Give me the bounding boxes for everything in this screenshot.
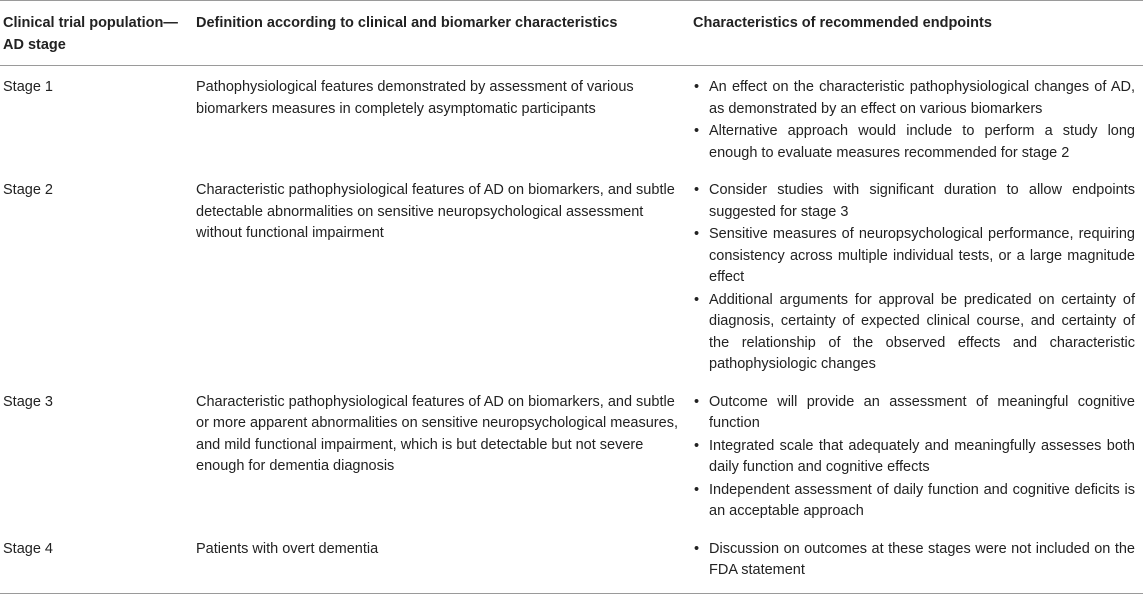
table-body [0,66,1143,594]
definition-cell: Patients with overt dementia [193,528,690,594]
endpoint-list [693,539,1135,582]
endpoint-text: Independent assessment of daily function and cognitive deficits is an acceptable approach [709,481,1135,519]
endpoint-text: Integrated scale that adequately and meaningfully assesses both daily function and cognitive effects [709,437,1135,475]
table-header [0,1,1143,66]
table-row [0,381,1143,528]
endpoints-cell [690,528,1143,594]
bullet-icon: • [694,540,700,557]
endpoint-item [693,180,1135,223]
bullet-icon: • [694,226,700,242]
bullet-icon: • [694,481,700,498]
endpoint-list [693,77,1135,164]
endpoint-item [693,290,1135,376]
bullet-icon: • [694,437,700,454]
stage-cell: Stage 4 [0,528,193,594]
stage-cell: Stage 1 [3,79,53,95]
bullet-icon: • [694,79,700,95]
endpoint-list [693,392,1135,523]
bullet-icon: • [694,123,700,139]
bullet-icon: • [694,182,700,198]
bullet-icon: • [694,291,700,308]
stage-cell: Stage 2 [3,182,53,198]
header-row [0,1,1143,66]
definition-cell: Pathophysiological features demonstrated by assessment of various biomarkers measures in completely asymptomatic participants [196,79,634,117]
endpoint-item [693,77,1135,120]
table-row [0,169,1143,381]
header-definition: Definition according to clinical and biomarker characteristics [193,1,690,66]
endpoint-text: Discussion on outcomes at these stages were not included on the FDA statement [709,540,1135,578]
endpoint-text: An effect on the characteristic pathophysiological changes of AD, as demonstrated by an effect on various biomarkers [709,79,1135,117]
endpoint-item [693,436,1135,479]
table-row [0,528,1143,594]
table-row [0,66,1143,170]
endpoint-text: Additional arguments for approval be predicated on certainty of diagnosis, certainty of expected clinical course, and certainty of the relationship of the observed effects and characteristic pathophysiologic changes [709,291,1135,372]
header-population: Clinical trial population—AD stage [0,1,193,66]
definition-cell: Characteristic pathophysiological features of AD on biomarkers, and subtle detectable abnormalities on sensitive neuropsychological assessment without functional impairment [196,182,675,241]
definition-cell: Characteristic pathophysiological features of AD on biomarkers, and subtle or more apparent abnormalities on sensitive neuropsychological measures, and mild functional impairment, which is but detectable but not severe enough for dementia diagnosis [196,393,678,474]
endpoints-cell [690,169,1143,381]
endpoint-text: Outcome will provide an assessment of meaningful cognitive function [709,393,1135,431]
endpoints-cell [690,381,1143,528]
stage-cell: Stage 3 [3,393,53,410]
endpoint-text: Sensitive measures of neuropsychological performance, requiring consistency across multiple individual tests, or a large magnitude effect [709,226,1135,285]
bullet-icon: • [694,393,700,410]
endpoint-item [693,392,1135,435]
endpoint-item [693,224,1135,289]
endpoint-item [693,121,1135,164]
endpoint-list [693,180,1135,376]
endpoint-item [693,539,1135,582]
endpoint-text: Consider studies with significant duration to allow endpoints suggested for stage 3 [709,182,1135,220]
endpoint-text: Alternative approach would include to perform a study long enough to evaluate measures recommended for stage 2 [709,123,1135,161]
endpoints-cell [690,66,1143,170]
endpoint-item [693,480,1135,523]
header-endpoints: Characteristics of recommended endpoints [690,1,1143,66]
